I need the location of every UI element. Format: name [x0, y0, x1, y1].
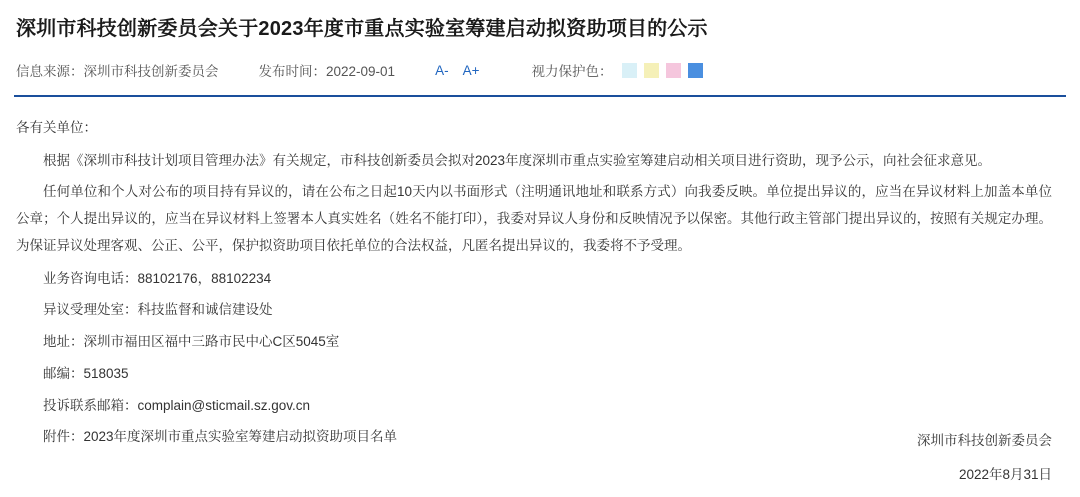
- meta-bar: [14, 42, 1066, 80]
- eye-protect-swatches: [622, 63, 703, 78]
- font-size-controls: [435, 63, 479, 78]
- postcode: 邮编：518035: [43, 365, 129, 381]
- source-info: [16, 60, 219, 80]
- salutation: 各有关单位：: [16, 120, 97, 135]
- publish-label: 发布时间：: [258, 64, 326, 79]
- attachment: 附件：2023年度深圳市重点实验室筹建启动拟资助项目名单: [43, 429, 398, 445]
- address: 地址：深圳市福田区福中三路市民中心C区5045室: [43, 334, 340, 350]
- source-value: 深圳市科技创新委员会: [83, 64, 219, 79]
- issuer-signature: 深圳市科技创新委员会: [917, 433, 1052, 448]
- font-decrease-button[interactable]: A-: [435, 62, 449, 78]
- color-swatch-2[interactable]: [644, 63, 659, 78]
- font-increase-button[interactable]: A+: [462, 62, 480, 78]
- objection-office: 异议受理处室：科技监督和诚信建设处: [43, 302, 273, 318]
- issue-date: 2022年8月31日: [958, 467, 1052, 482]
- paragraph-2: 任何单位和个人对公布的项目持有异议的，请在公布之日起10天内以书面形式（注明通讯地址和联系方式）向我委反映。单位提出异议的，应当在异议材料上加盖本单位公章；个人提出异议的，应当在异议材料上签署本人真实姓名（姓名不能打印），我委对异议人身份和反映情况予以保密。其他行政主管部门提出异议的，按照有关规定办理。为保证异议处理客观、公正、公平，保护拟资助项目依托单位的合法权益，凡匿名提出异议的，我委将不予受理。: [16, 183, 1052, 253]
- source-label: 信息来源：: [16, 64, 84, 79]
- document-body: [14, 97, 1066, 453]
- color-swatch-4[interactable]: [688, 63, 703, 78]
- publish-time: [259, 60, 396, 80]
- page-title: 深圳市科技创新委员会关于2023年度市重点实验室筹建启动拟资助项目的公示: [16, 18, 708, 40]
- color-swatch-3[interactable]: [666, 63, 681, 78]
- color-swatch-1[interactable]: [622, 63, 637, 78]
- email: 投诉联系邮箱：complain@sticmail.sz.gov.cn: [43, 397, 311, 413]
- eye-protect-label: 视力保护色：: [531, 64, 613, 79]
- publish-value: 2022-09-01: [326, 64, 396, 79]
- contact-phone: 业务咨询电话：88102176，88102234: [43, 270, 272, 286]
- paragraph-1: 根据《深圳市科技计划项目管理办法》有关规定，市科技创新委员会拟对2023年度深圳市重点实验室筹建启动相关项目进行资助，现予公示，向社会征求意见。: [43, 152, 992, 168]
